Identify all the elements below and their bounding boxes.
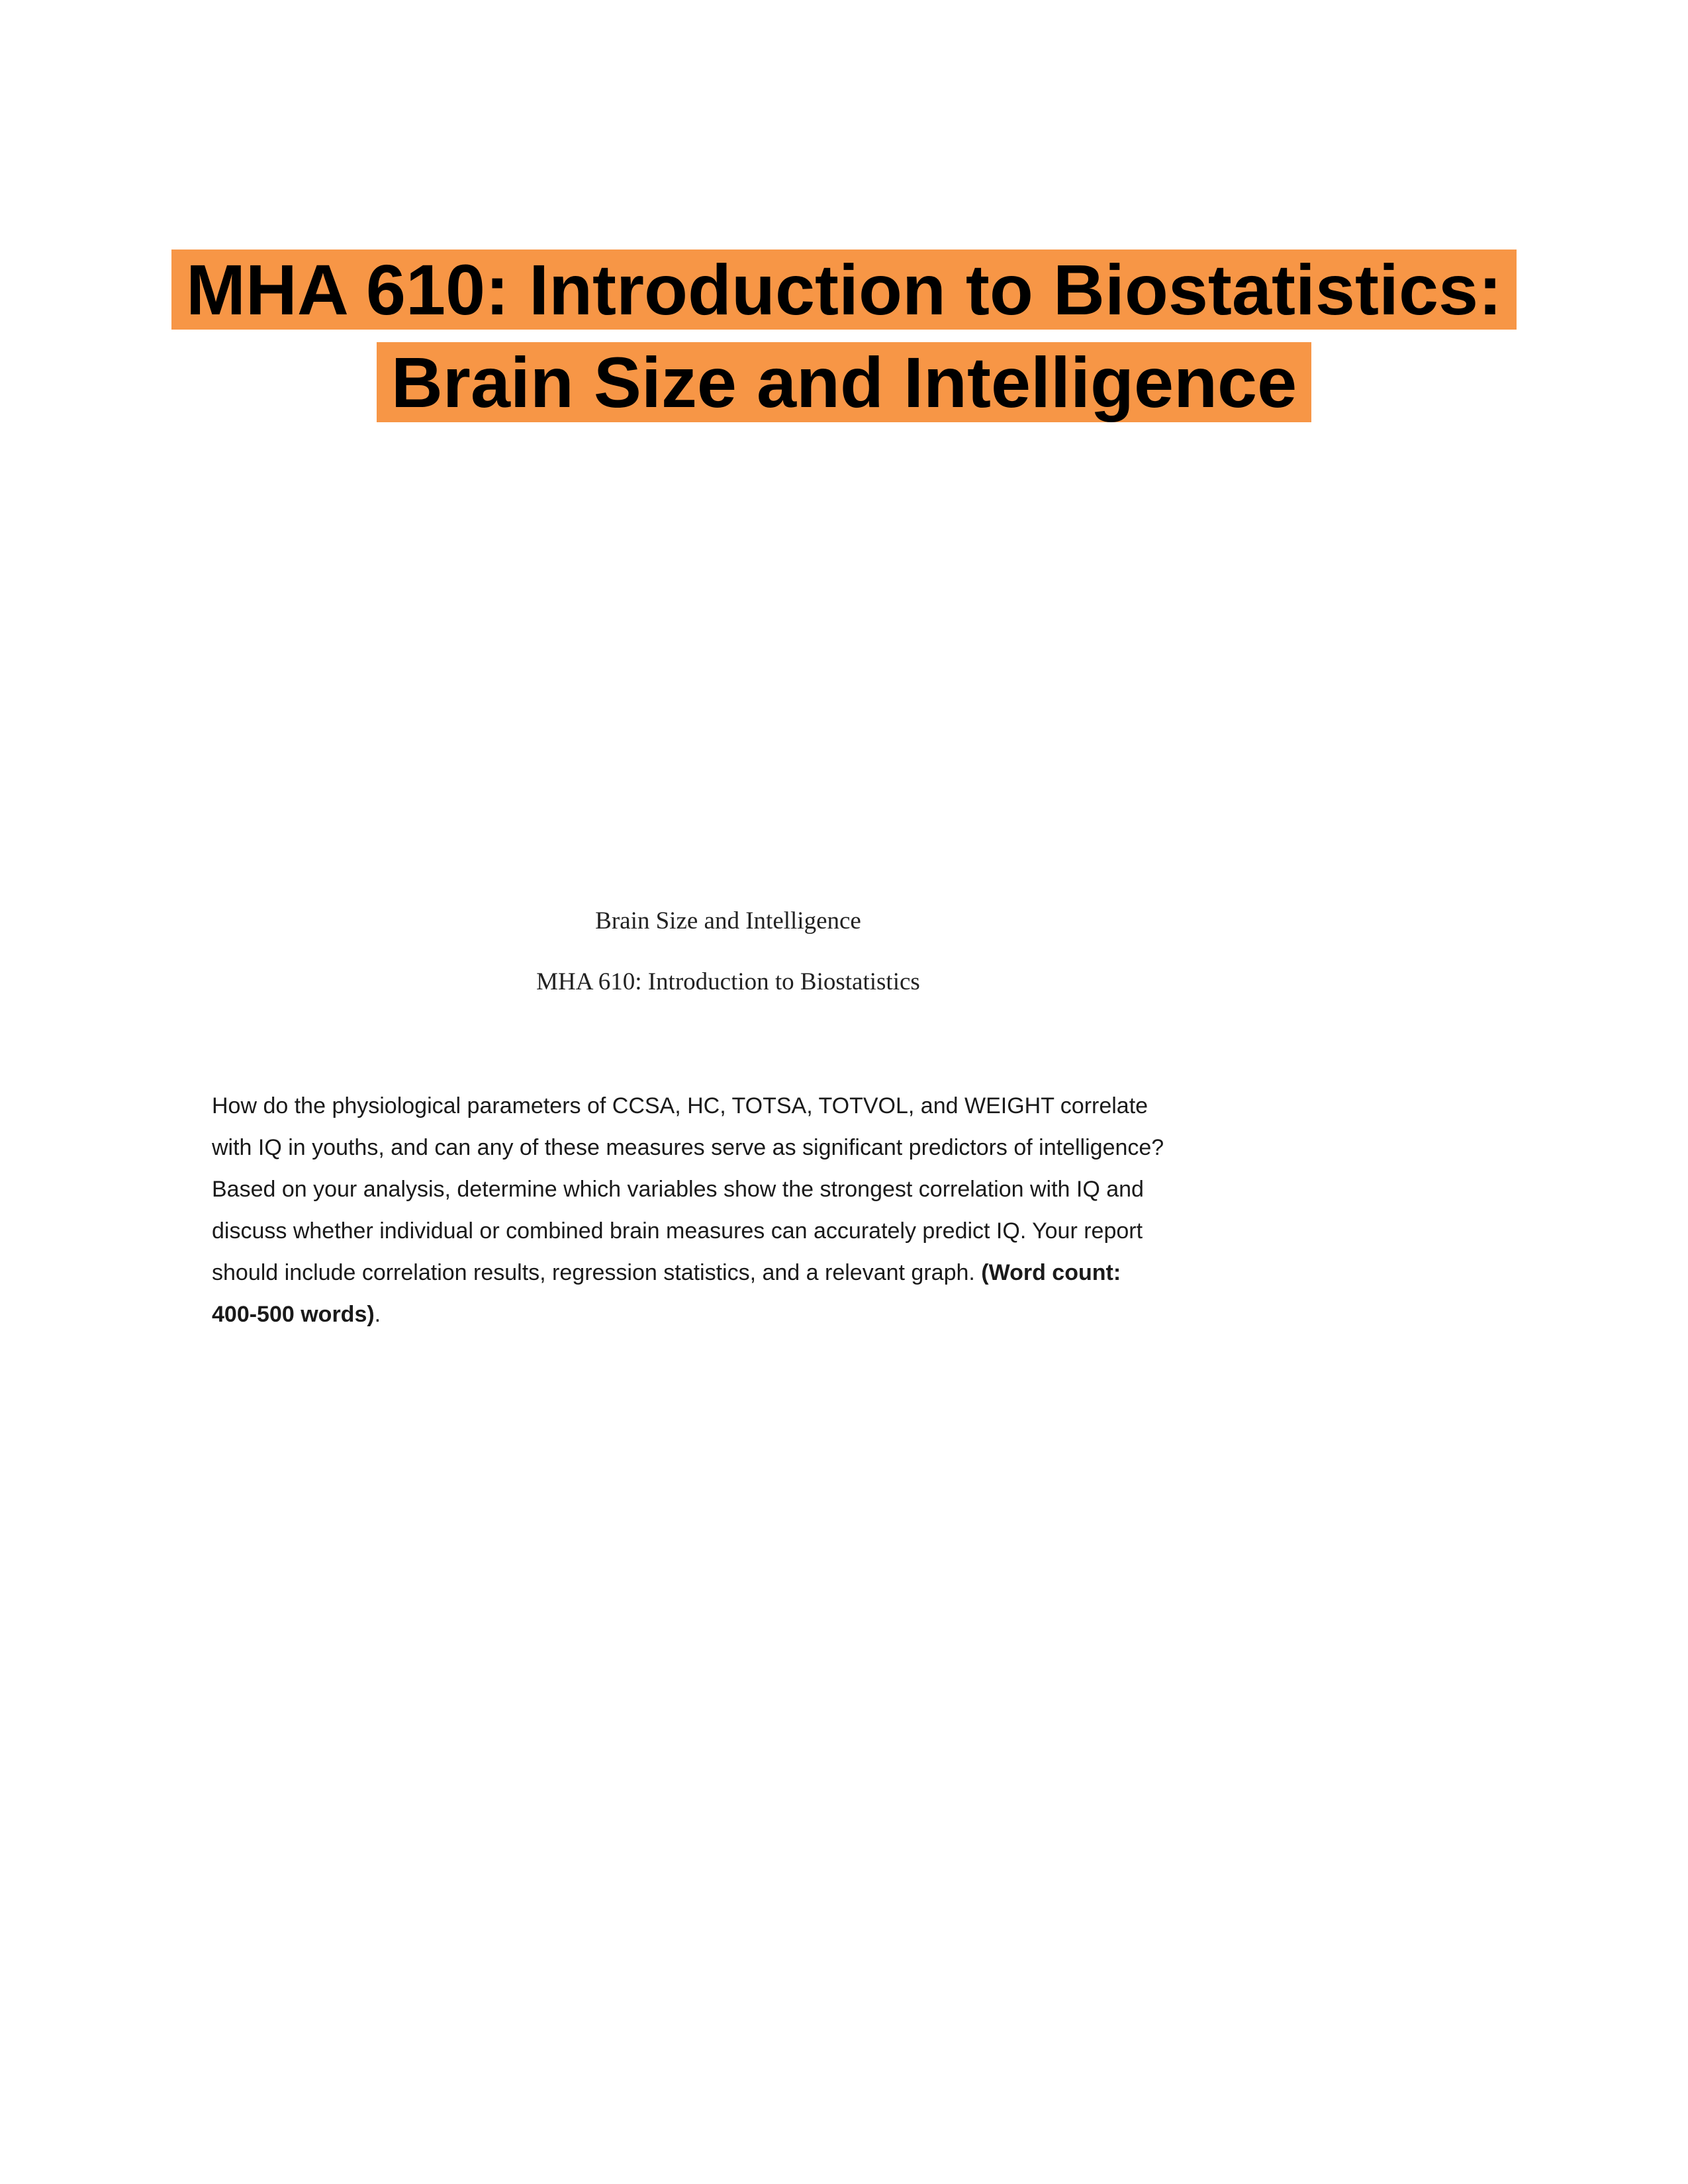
cover-course: MHA 610: Introduction to Biostatistics xyxy=(536,968,920,995)
word-count-range: 400-500 words) xyxy=(212,1302,375,1327)
prompt-line: with IQ in youths, and can any of these measures serve as significant predictors of intelligence? xyxy=(212,1135,1164,1160)
word-count-label: (Word count: xyxy=(981,1260,1121,1285)
title-line-1: MHA 610: Introduction to Biostatistics: xyxy=(171,250,1517,330)
prompt-paragraph xyxy=(212,1085,1271,1336)
word-count-tail: . xyxy=(374,1302,381,1327)
title-line-2: Brain Size and Intelligence xyxy=(377,342,1311,422)
prompt-line: discuss whether individual or combined brain measures can accurately predict IQ. Your report xyxy=(212,1218,1143,1244)
prompt-line: How do the physiological parameters of CCSA, HC, TOTSA, TOTVOL, and WEIGHT correlate xyxy=(212,1093,1149,1118)
page-title xyxy=(0,244,1688,429)
prompt-line: should include correlation results, regression statistics, and a relevant graph. xyxy=(212,1260,982,1285)
embedded-assignment-image xyxy=(0,887,1688,1350)
prompt-line: Based on your analysis, determine which variables show the strongest correlation with IQ and xyxy=(212,1177,1144,1202)
cover-title: Brain Size and Intelligence xyxy=(595,907,861,934)
